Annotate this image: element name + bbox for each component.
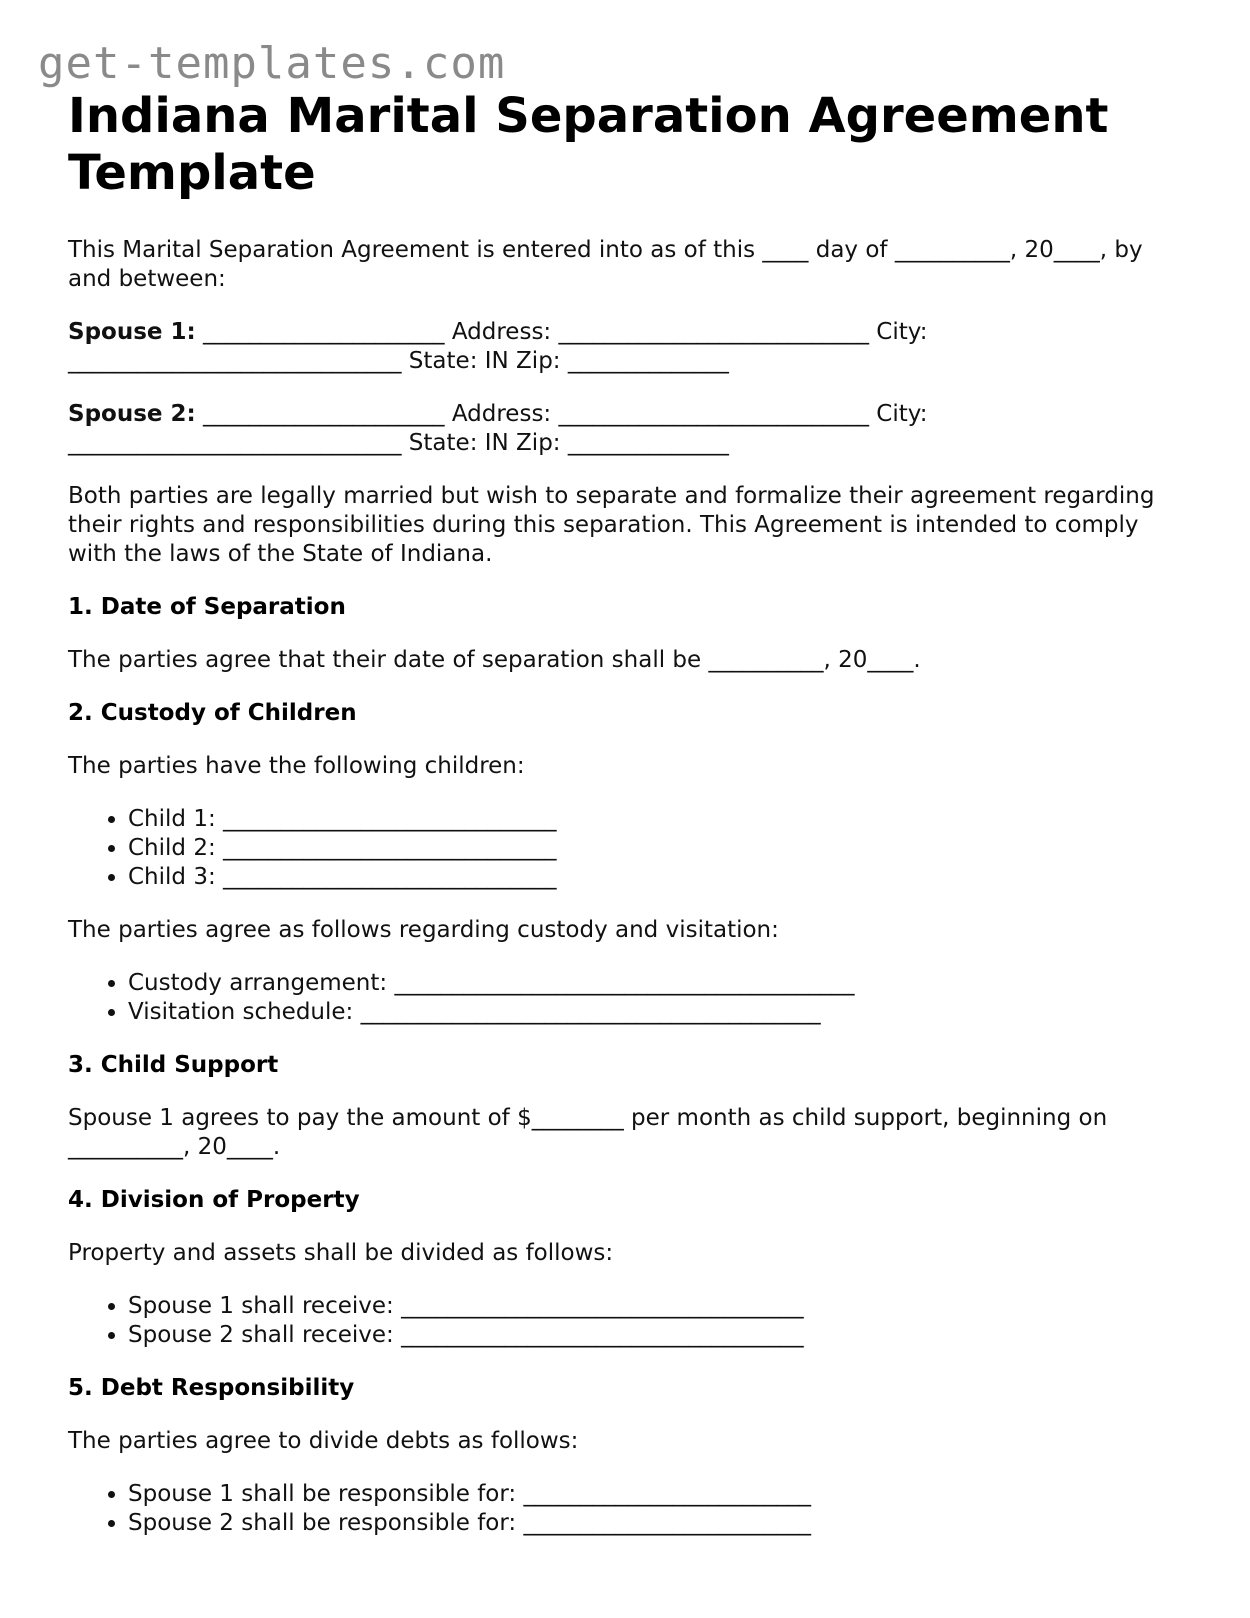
spouse-2-label: Spouse 2: xyxy=(68,401,196,427)
debt-list xyxy=(68,1480,1188,1538)
section-4-text: Property and assets shall be divided as follows: xyxy=(68,1240,614,1266)
section-2-text-2: The parties agree as follows regarding custody and visitation: xyxy=(68,917,779,943)
list-item: • Visitation schedule: ________________________________________ xyxy=(128,998,1188,1027)
section-1-text: The parties agree that their date of separation shall be __________, 20____. xyxy=(68,647,921,673)
section-4-heading: 4. Division of Property xyxy=(68,1187,360,1213)
children-list xyxy=(68,805,1188,892)
list-item: • Custody arrangement: ________________________________________ xyxy=(128,969,1188,998)
section-3-heading: 3. Child Support xyxy=(68,1052,279,1078)
list-item: • Child 3: _____________________________ xyxy=(128,863,1188,892)
watermark: get-templates.com xyxy=(38,38,506,89)
section-5-heading: 5. Debt Responsibility xyxy=(68,1375,355,1401)
section-2-heading: 2. Custody of Children xyxy=(68,700,357,726)
section-5-text: The parties agree to divide debts as follows: xyxy=(68,1428,579,1454)
document-page xyxy=(68,88,1188,1562)
list-item: • Spouse 2 shall receive: ___________________________________ xyxy=(128,1321,1188,1350)
property-list xyxy=(68,1292,1188,1350)
list-item: • Child 2: _____________________________ xyxy=(128,834,1188,863)
section-1-heading: 1. Date of Separation xyxy=(68,594,346,620)
spouse-1-fields: _____________________ Address: ___________________________ City: _____________________________ State: IN Zip: ______________ xyxy=(68,319,928,374)
section-2-text: The parties have the following children: xyxy=(68,753,525,779)
recital-paragraph: Both parties are legally married but wish to separate and formalize their agreement regarding their rights and responsibilities during this separation. This Agreement is intended to comply with the laws of the State of Indiana. xyxy=(68,483,1155,567)
section-3-text: Spouse 1 agrees to pay the amount of $________ per month as child support, beginning on __________, 20____. xyxy=(68,1105,1108,1160)
list-item: • Child 1: _____________________________ xyxy=(128,805,1188,834)
document-title: Indiana Marital Separation Agreement Template xyxy=(68,88,1109,201)
list-item: • Spouse 1 shall be responsible for: _________________________ xyxy=(128,1480,1188,1509)
custody-list xyxy=(68,969,1188,1027)
intro-paragraph: This Marital Separation Agreement is entered into as of this ____ day of __________, 20____, by and between: xyxy=(68,237,1143,292)
list-item: • Spouse 1 shall receive: ___________________________________ xyxy=(128,1292,1188,1321)
spouse-2-fields: _____________________ Address: ___________________________ City: _____________________________ State: IN Zip: ______________ xyxy=(68,401,928,456)
spouse-1-line xyxy=(68,318,1188,376)
spouse-2-line xyxy=(68,400,1188,458)
spouse-1-label: Spouse 1: xyxy=(68,319,196,345)
list-item: • Spouse 2 shall be responsible for: _________________________ xyxy=(128,1509,1188,1538)
